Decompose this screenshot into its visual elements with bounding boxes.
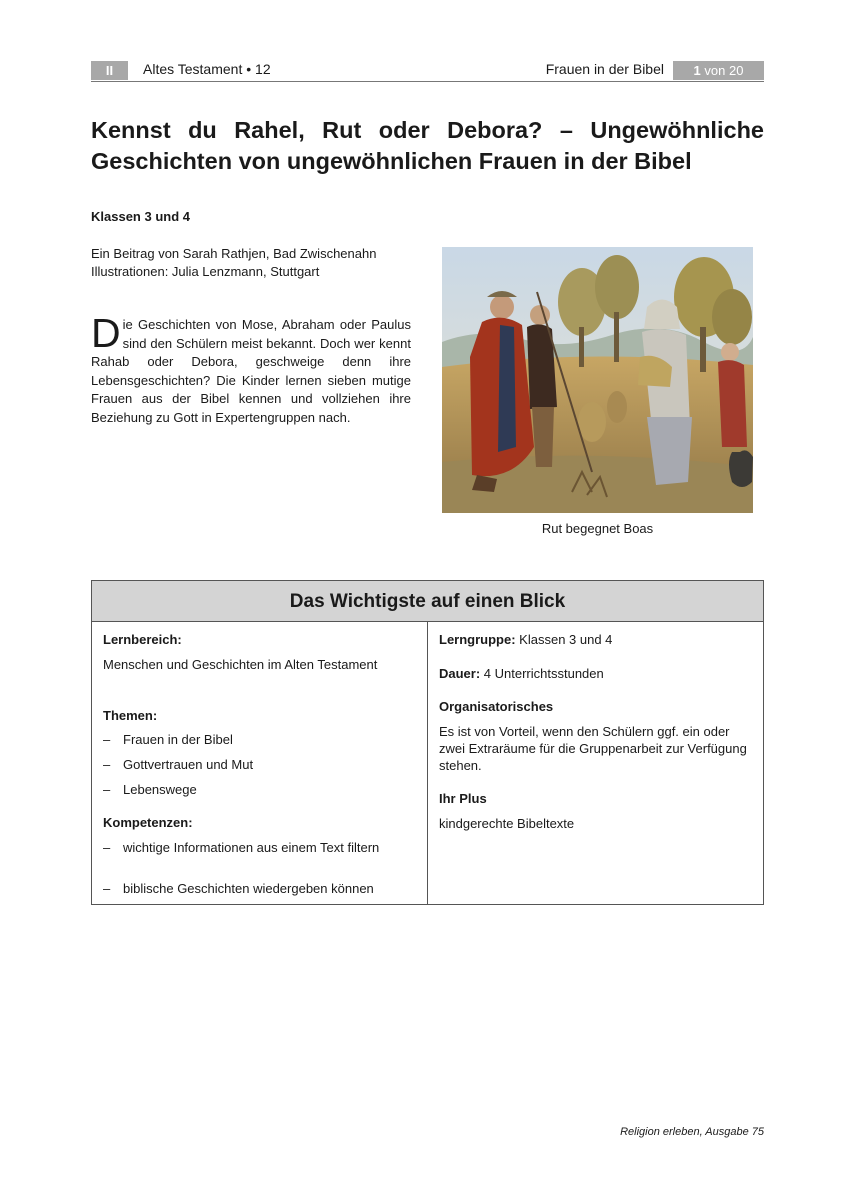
chapter-number-badge: II — [91, 61, 128, 80]
author-line: Ein Beitrag von Sarah Rathjen, Bad Zwischenahn — [91, 246, 377, 261]
organisatorisches-value: Es ist von Vorteil, wenn den Schülern ggf. ein oder zwei Extraräume für die Gruppenarbeit zur Verfügung stehen. — [439, 724, 747, 773]
page-total: von 20 — [700, 63, 744, 78]
intro-text: ie Geschichten von Mose, Abraham oder Paulus sind den Schülern meist bekannt. Doch wer kennt Rahab oder Debora, geschweige denn ihre Lebensgeschichten? Die Kinder lernen sieben mutige Frauen aus der Bibel kennen und vollziehen ihre Beziehung zu Gott in Expertengruppen nach. — [91, 317, 411, 425]
publication-footer: Religion erleben, Ausgabe 75 — [620, 1126, 764, 1138]
list-dash: – — [103, 757, 111, 772]
list-item-text: Frauen in der Bibel — [123, 732, 233, 747]
list-item-text: biblische Geschichten wiedergeben können — [123, 881, 374, 896]
lerngruppe-label: Lerngruppe: — [439, 632, 516, 647]
page-header — [91, 59, 764, 82]
overview-right-column — [428, 622, 763, 904]
painting-illustration — [442, 247, 753, 513]
page-indicator — [673, 61, 764, 80]
section-label: Altes Testament • 12 — [143, 61, 271, 77]
list-dash: – — [103, 782, 111, 797]
document-title: Kennst du Rahel, Rut oder Debora? – Ungewöhnliche Geschichten von ungewöhnlichen Frauen in der Bibel — [91, 117, 764, 174]
overview-box — [91, 580, 764, 905]
image-caption: Rut begegnet Boas — [541, 521, 654, 536]
themen-label: Themen: — [103, 708, 158, 723]
credits — [91, 245, 376, 281]
lernbereich-label: Lernbereich: — [103, 632, 182, 647]
topic-label: Frauen in der Bibel — [545, 61, 664, 77]
intro-paragraph — [91, 310, 411, 427]
lernbereich-value: Menschen und Geschichten im Alten Testament — [103, 657, 378, 672]
drop-cap: D — [91, 310, 121, 356]
grade-level: Klassen 3 und 4 — [91, 209, 190, 224]
painting-ruth-meets-boaz — [442, 247, 753, 513]
list-item-text: Gottvertrauen und Mut — [123, 757, 254, 772]
plus-value: kindgerechte Bibeltexte — [439, 816, 575, 831]
plus-label: Ihr Plus — [439, 791, 487, 806]
list-item — [92, 839, 422, 875]
list-item-text: Lebenswege — [123, 782, 197, 797]
dauer-label: Dauer: — [439, 666, 481, 681]
list-item-text: wichtige Informationen aus einem Text filtern — [123, 840, 380, 855]
overview-left-column — [92, 622, 428, 904]
dauer-line — [439, 665, 604, 682]
list-dash: – — [103, 732, 111, 747]
dauer-value: 4 Unterrichtsstunden — [480, 666, 604, 681]
page-current: 1 — [693, 63, 701, 78]
list-dash: – — [103, 840, 111, 855]
kompetenzen-label: Kompetenzen: — [103, 815, 193, 830]
lerngruppe-value: Klassen 3 und 4 — [515, 632, 613, 647]
organisatorisches-label: Organisatorisches — [439, 699, 554, 714]
illustrator-line: Illustrationen: Julia Lenzmann, Stuttgart — [91, 264, 320, 279]
list-dash: – — [103, 881, 111, 896]
overview-heading: Das Wichtigste auf einen Blick — [92, 581, 763, 622]
lerngruppe-line — [439, 631, 612, 648]
